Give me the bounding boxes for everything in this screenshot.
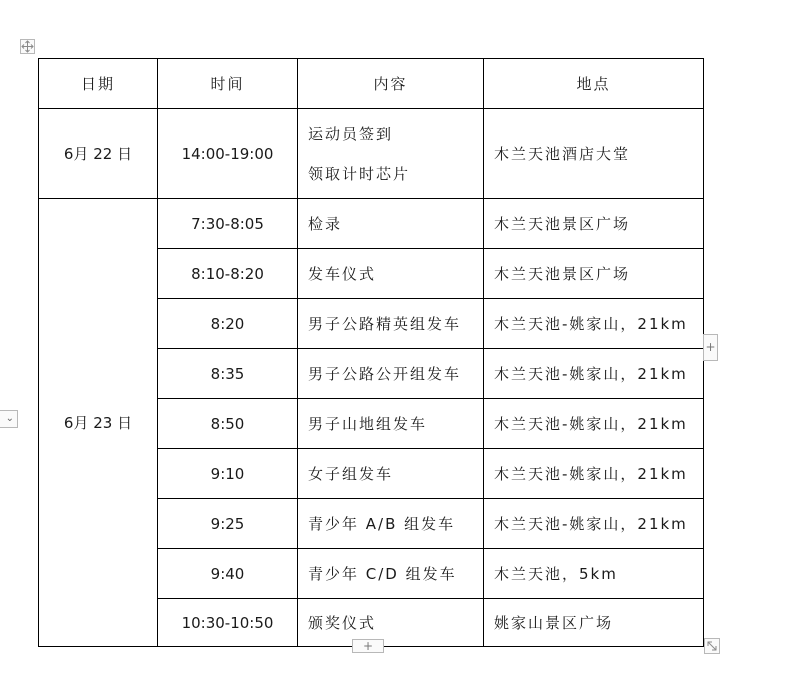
date-cell[interactable]: 6月 22 日 (39, 109, 158, 199)
plus-icon: + (705, 340, 716, 354)
content-cell[interactable]: 青少年 A/B 组发车 (298, 499, 484, 549)
header-time[interactable]: 时间 (158, 59, 298, 109)
location-cell[interactable]: 木兰天池酒店大堂 (484, 109, 704, 199)
content-cell[interactable]: 发车仪式 (298, 249, 484, 299)
content-cell[interactable]: 检录 (298, 199, 484, 249)
time-cell[interactable]: 8:50 (158, 399, 298, 449)
time-cell[interactable]: 9:10 (158, 449, 298, 499)
table-move-handle[interactable] (20, 39, 35, 54)
location-cell[interactable]: 木兰天池-姚家山，21km (484, 499, 704, 549)
row-options-marker[interactable] (0, 410, 18, 428)
time-cell[interactable]: 14:00-19:00 (158, 109, 298, 199)
content-cell[interactable]: 男子公路精英组发车 (298, 299, 484, 349)
header-location[interactable]: 地点 (484, 59, 704, 109)
time-cell[interactable]: 9:40 (158, 549, 298, 599)
date-cell[interactable]: 6月 23 日 (39, 199, 158, 647)
chevron-down-icon: ⌄ (5, 413, 14, 424)
add-column-button[interactable] (703, 334, 718, 361)
content-line: 领取计时芯片 (308, 164, 411, 183)
table-row (39, 109, 704, 199)
resize-icon (705, 639, 719, 653)
location-cell[interactable]: 姚家山景区广场 (484, 599, 704, 647)
location-cell[interactable]: 木兰天池-姚家山，21km (484, 349, 704, 399)
time-cell[interactable]: 8:35 (158, 349, 298, 399)
plus-icon: + (362, 639, 374, 653)
time-cell[interactable]: 8:20 (158, 299, 298, 349)
content-cell[interactable]: 青少年 C/D 组发车 (298, 549, 484, 599)
header-row (39, 59, 704, 109)
time-cell[interactable]: 7:30-8:05 (158, 199, 298, 249)
location-cell[interactable]: 木兰天池-姚家山，21km (484, 299, 704, 349)
location-cell[interactable]: 木兰天池-姚家山，21km (484, 399, 704, 449)
move-icon (21, 40, 34, 53)
time-cell[interactable]: 9:25 (158, 499, 298, 549)
time-cell[interactable]: 8:10-8:20 (158, 249, 298, 299)
content-cell[interactable]: 男子公路公开组发车 (298, 349, 484, 399)
add-row-button[interactable] (352, 639, 384, 653)
time-cell[interactable]: 10:30-10:50 (158, 599, 298, 647)
location-cell[interactable]: 木兰天池-姚家山，21km (484, 449, 704, 499)
table-row (39, 199, 704, 249)
content-cell[interactable] (298, 109, 484, 199)
schedule-table (38, 58, 704, 647)
location-cell[interactable]: 木兰天池，5km (484, 549, 704, 599)
location-cell[interactable]: 木兰天池景区广场 (484, 249, 704, 299)
content-cell[interactable]: 颁奖仪式 (298, 599, 484, 647)
header-date[interactable]: 日期 (39, 59, 158, 109)
header-content[interactable]: 内容 (298, 59, 484, 109)
content-cell[interactable]: 女子组发车 (298, 449, 484, 499)
content-cell[interactable]: 男子山地组发车 (298, 399, 484, 449)
content-line: 运动员签到 (308, 124, 394, 143)
location-cell[interactable]: 木兰天池景区广场 (484, 199, 704, 249)
table-resize-handle[interactable] (704, 638, 720, 654)
